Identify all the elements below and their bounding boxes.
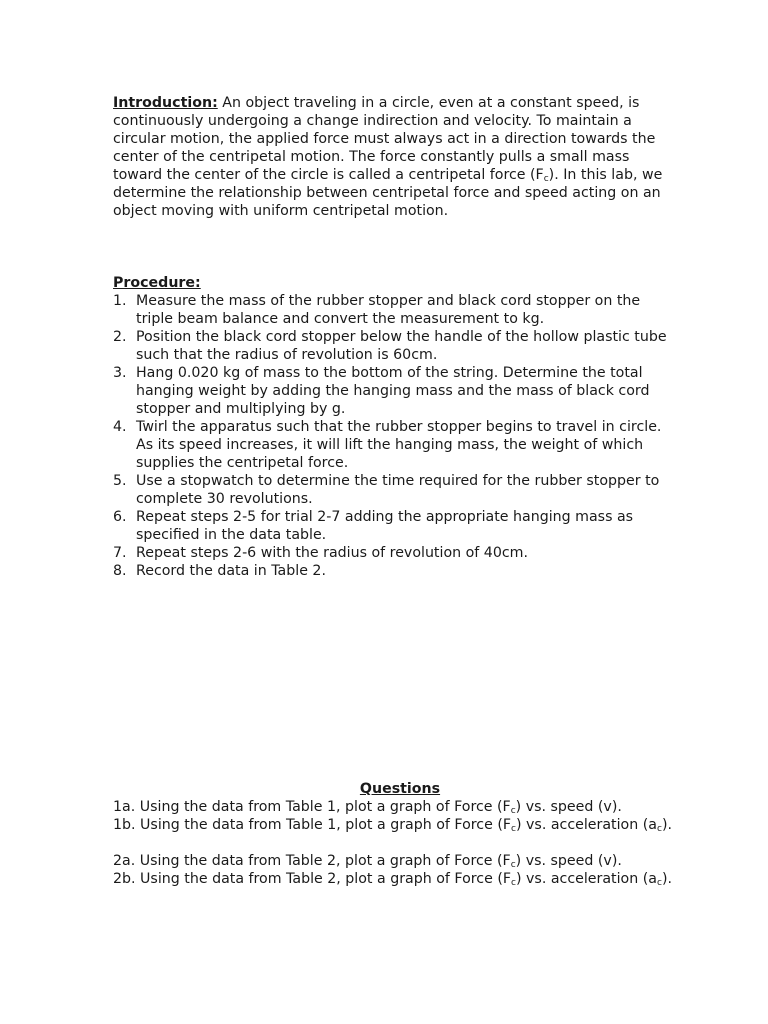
step-number: 4. <box>113 419 127 435</box>
step-number: 2. <box>113 329 127 345</box>
introduction-heading: Introduction: <box>113 95 218 111</box>
step-text: Hang 0.020 kg of mass to the bottom of the string. Determine the total hanging weight by adding the hanging mass and the mass of black cord stopper and multiplying by g. <box>136 365 650 417</box>
procedure-step <box>113 292 673 328</box>
question-text: 2a. Using the data from Table 2, plot a graph of Force (F <box>113 853 511 869</box>
question-text-end: ) vs. speed (v). <box>515 799 622 815</box>
step-text: Use a stopwatch to determine the time required for the rubber stopper to complete 30 revolutions. <box>136 473 660 507</box>
question-text: 2b. Using the data from Table 2, plot a graph of Force (F <box>113 871 512 887</box>
spacer <box>113 834 673 852</box>
subscript: c <box>510 860 516 870</box>
question-1a <box>113 798 673 816</box>
step-text: Position the black cord stopper below the handle of the hollow plastic tube such that the radius of revolution is 60cm. <box>136 329 667 363</box>
introduction-paragraph <box>113 94 673 220</box>
introduction-text: An object traveling in a circle, even at a constant speed, is continuously undergoing a change indirection and velocity. To maintain a circular motion, the applied force must always act in a direction towards the center of the centripetal motion. The force constantly pulls a small mass toward the center of the circle is called a centripetal force (F <box>113 95 656 183</box>
question-1b <box>113 816 673 834</box>
subscript: c <box>511 824 516 834</box>
procedure-step <box>113 562 673 580</box>
procedure-step <box>113 472 673 508</box>
question-2a <box>113 852 673 870</box>
question-2b <box>113 870 673 888</box>
step-number: 7. <box>113 545 127 561</box>
subscript: c <box>656 824 662 834</box>
question-text: 1b. Using the data from Table 1, plot a graph of Force (F <box>113 817 512 833</box>
question-text: 1a. Using the data from Table 1, plot a graph of Force (F <box>113 799 511 815</box>
subscript: c <box>511 878 516 888</box>
step-text: Repeat steps 2-6 with the radius of revolution of 40cm. <box>136 545 528 561</box>
step-text: Twirl the apparatus such that the rubber stopper begins to travel in circle. As its speed increases, it will lift the hanging mass, the weight of which supplies the centripetal force. <box>136 419 662 471</box>
subscript: c <box>510 806 516 816</box>
introduction-section <box>113 94 673 220</box>
step-text: Measure the mass of the rubber stopper and black cord stopper on the triple beam balance and convert the measurement to kg. <box>136 293 641 327</box>
questions-section <box>113 780 673 888</box>
step-number: 3. <box>113 365 127 381</box>
procedure-heading: Procedure: <box>113 275 201 291</box>
procedure-section <box>113 274 673 580</box>
procedure-step <box>113 544 673 562</box>
document-page <box>113 94 673 888</box>
questions-heading: Questions <box>359 781 441 797</box>
procedure-step <box>113 364 673 418</box>
procedure-step <box>113 508 673 544</box>
step-number: 6. <box>113 509 127 525</box>
procedure-step <box>113 418 673 472</box>
question-text-middle: ) vs. acceleration (a <box>515 817 657 833</box>
question-text-end: ) vs. speed (v). <box>515 853 622 869</box>
subscript: c <box>656 878 662 888</box>
introduction-text-end: ). In this lab, we determine the relationship between centripetal force and speed acting on an object moving with uniform centripetal motion. <box>113 167 663 219</box>
step-number: 8. <box>113 563 127 579</box>
step-number: 1. <box>113 293 127 309</box>
step-text: Repeat steps 2-5 for trial 2-7 adding the appropriate hanging mass as specified in the data table. <box>136 509 634 543</box>
question-text-end: ). <box>661 871 672 887</box>
step-text: Record the data in Table 2. <box>136 563 326 579</box>
procedure-step <box>113 328 673 364</box>
question-text-middle: ) vs. acceleration (a <box>515 871 657 887</box>
question-text-end: ). <box>661 817 672 833</box>
subscript: c <box>543 174 549 184</box>
procedure-list <box>113 292 673 580</box>
step-number: 5. <box>113 473 127 489</box>
